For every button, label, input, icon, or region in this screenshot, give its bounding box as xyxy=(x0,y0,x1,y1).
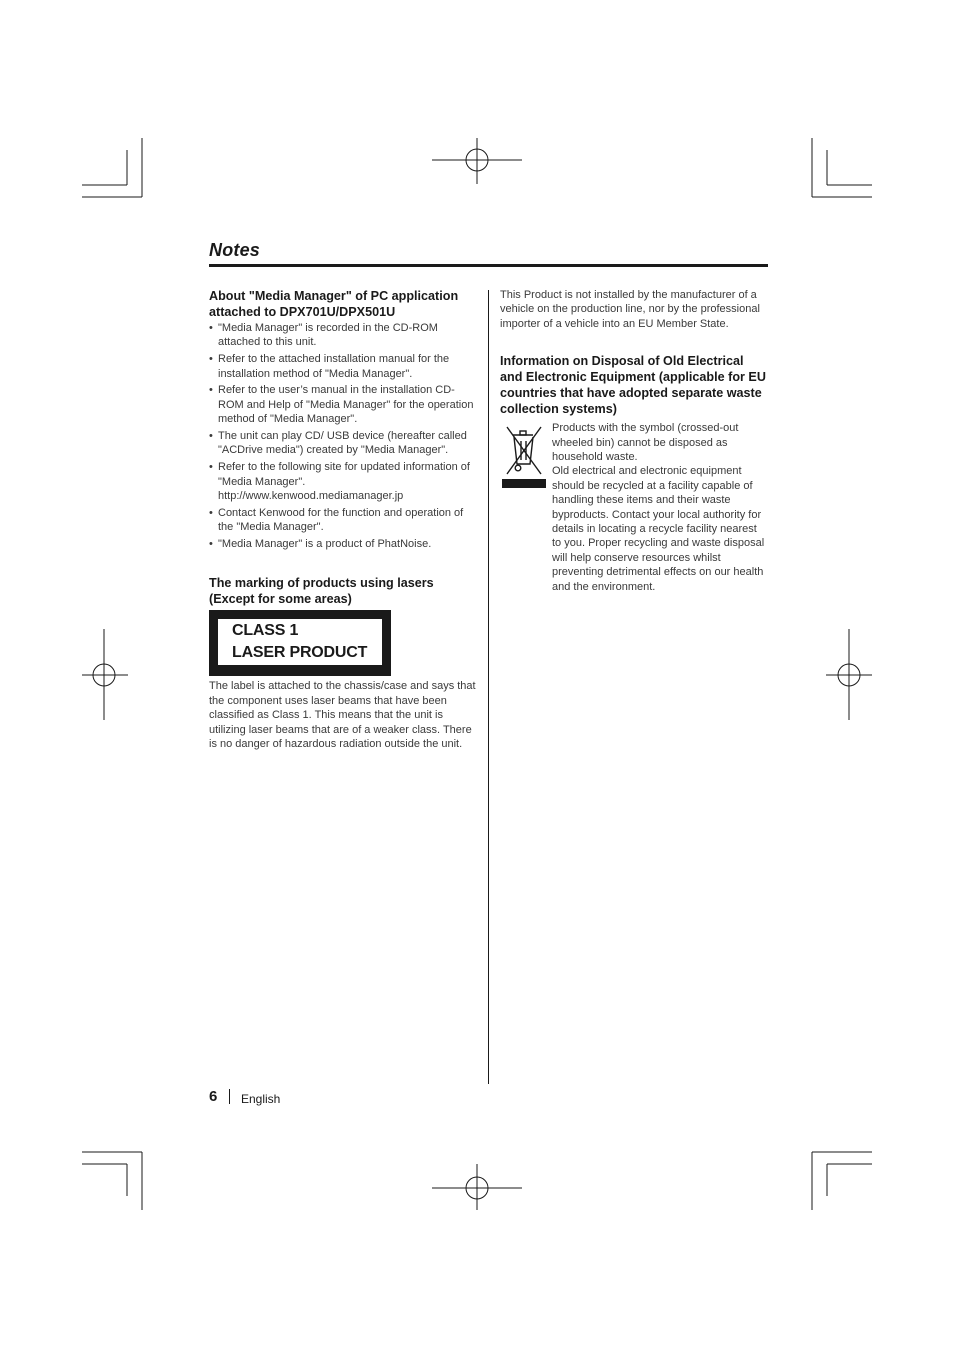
title-rule xyxy=(209,264,768,267)
installation-note: This Product is not installed by the manufacturer of a vehicle on the production line, nor by the professional importer of a vehicle into an EU Member State. xyxy=(500,289,760,330)
list-item: • Refer to the user’s manual in the installation CD-ROM and Help of "Media Manager" for the operation method of "Media Manager". xyxy=(209,383,479,426)
disposal-para2: Old electrical and electronic equipment should be recycled at a facility capable of handling these items and their waste byproducts. Contact your local authority for details in locating a recycle facility nearest to you. Proper recycling and waste disposal will help conserve resources whilst preventing detrimental effects on our health and the environment. xyxy=(552,465,765,593)
disposal-section xyxy=(500,353,768,594)
laser-body: The label is attached to the chassis/case and says that the component uses laser beams that have been classified as Class 1. This means that the unit is utilizing laser beams that are of a weaker class. There is no danger of hazardous radiation outside the unit. xyxy=(209,680,476,751)
crossed-out-wheeled-bin-icon xyxy=(502,423,546,491)
footer-divider xyxy=(229,1089,230,1104)
media-manager-heading: About "Media Manager" of PC application attached to DPX701U/DPX501U xyxy=(209,289,459,319)
laser-label-line2: LASER PRODUCT xyxy=(232,644,368,662)
class1-laser-label xyxy=(209,610,391,676)
list-item: • "Media Manager" is a product of PhatNoise. xyxy=(209,537,479,551)
page-number: 6 xyxy=(209,1088,218,1105)
column-divider xyxy=(488,290,489,1084)
footer-language: English xyxy=(241,1092,281,1106)
right-column xyxy=(500,288,768,594)
laser-label-line1: CLASS 1 xyxy=(232,622,299,640)
media-manager-bullets xyxy=(209,321,479,551)
left-column xyxy=(209,288,479,751)
page-title: Notes xyxy=(209,240,261,260)
disposal-heading: Information on Disposal of Old Electrical and Electronic Equipment (applicable for EU countries that have adopted separate waste collection systems) xyxy=(500,354,766,417)
list-item: • Contact Kenwood for the function and operation of the "Media Manager". xyxy=(209,506,479,535)
list-item: • Refer to the following site for updated information of "Media Manager". http://www.kenwood.mediamanager.jp xyxy=(209,460,479,503)
list-item: • "Media Manager" is recorded in the CD-ROM attached to this unit. xyxy=(209,321,479,350)
list-item: • The unit can play CD/ USB device (hereafter called "ACDrive media") created by "Media Manager". xyxy=(209,429,479,458)
list-item: • Refer to the attached installation manual for the installation method of "Media Manager". xyxy=(209,352,479,381)
laser-section xyxy=(209,575,479,751)
laser-heading: The marking of products using lasers (Except for some areas) xyxy=(209,576,434,607)
media-manager-section xyxy=(209,288,479,551)
disposal-para1: Products with the symbol (crossed-out wheeled bin) cannot be disposed as household waste. xyxy=(552,422,739,464)
